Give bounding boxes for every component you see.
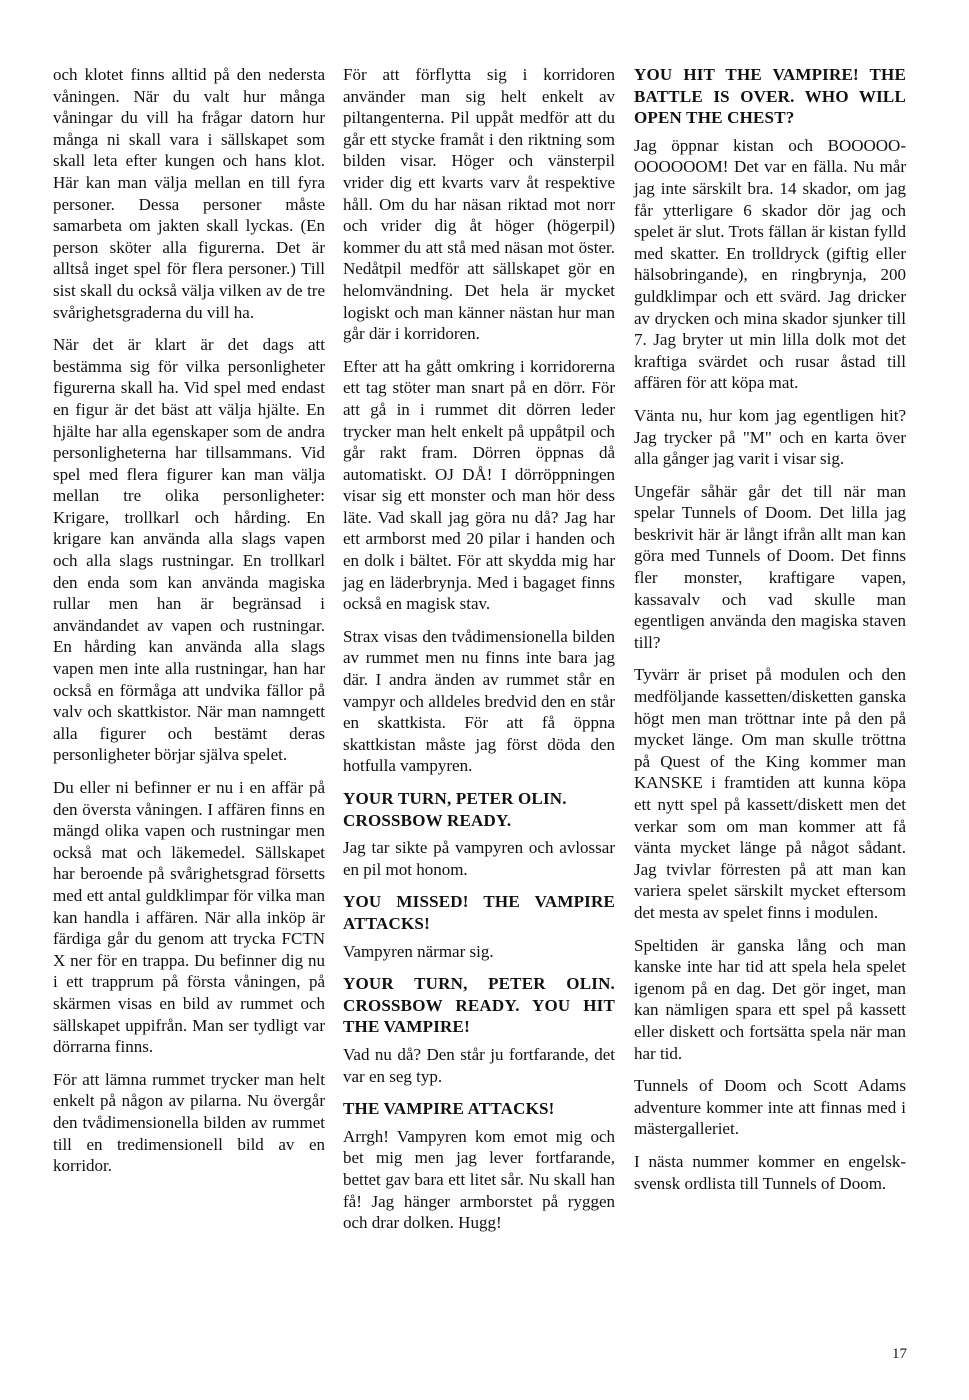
paragraph: För att förflytta sig i korridoren använder man sig helt enkelt av piltangenterna. Pil uppåt medför att du går ett stycke framåt i den riktning som bilden visar. Höger och vänsterpil vrider dig ett kvarts varv åt respektive håll. Om du har näsan riktad mot norr och vrider dig åt höger (högerpil) kommer du att stå med näsan mot öster. Nedåtpil medför att sällskapet gör en helomvändning. Det hela är mycket logiskt och man känner nästan hur man går där i korridoren. <box>343 65 615 344</box>
game-message: THE VAMPIRE ATTACKS! <box>343 1099 555 1119</box>
paragraph: I nästa nummer kommer en engelsk-svensk ordlista till Tunnels of Doom. <box>634 1151 906 1193</box>
paragraph: Vad nu då? Den står ju fortfarande, det var en seg typ. <box>343 1044 615 1086</box>
paragraph: Du eller ni befinner er nu i en affär på den översta våningen. I affären finns en mängd olika vapen och rustningar men också mat och läkemedel. Sällskapet har beroende på svårighetsgrad försetts med ett antal guldklimpar för vilka man kan handla i affären. När alla inköp är färdiga går du genom att trycka FCTN X ner för en trappa. Du befinner dig nu i ett trapprum på första våningen, på skärmen visas en bild av rummet och sällskapet uppifrån. Man ser tydligt var dörrarna finns. <box>53 778 325 1057</box>
paragraph: och klotet finns alltid på den nedersta våningen. När du valt hur många våningar du vill ha frågar datorn hur många ni skall vara i sällskapet som skall leta efter kungen och hans klot. Här kan man välja mellan en till fyra personer. Dessa personer måste samarbeta om jakten skall lyckas. (En person sköter alla figurerna. Det är alltså inget spel för flera personer.) Till sist skall du också välja vilken av de tre svårighetsgraderna du vill ha. <box>53 65 325 322</box>
page-number: 17 <box>892 1346 907 1362</box>
paragraph: Vampyren närmar sig. <box>343 941 494 961</box>
game-message: YOUR TURN, PETER OLIN. CROSSBOW READY. <box>343 789 567 830</box>
game-message: YOUR TURN, PETER OLIN. CROSSBOW READY. YOU HIT THE VAMPIRE! <box>343 974 615 1037</box>
game-message: YOU HIT THE VAMPIRE! THE BATTLE IS OVER. WHO WILL OPEN THE CHEST? <box>634 65 906 128</box>
paragraph: För att lämna rummet trycker man helt enkelt på någon av pilarna. Nu övergår den tvådimensionella bilden av rummet till en tredimensionell bild av en korridor. <box>53 1069 325 1176</box>
paragraph: Jag tar sikte på vampyren och avlossar en pil mot honom. <box>343 838 615 879</box>
paragraph: Efter att ha gått omkring i korridorerna ett tag stöter man snart på en dörr. För att gå in i rummet dit dörren leder trycker man helt enkelt på uppåtpil och går rakt fram. Dörren öppnas då automatiskt. OJ DÅ! I dörröppningen visar sig ett monster och man hör dess läte. Vad skall jag göra nu då? Jag har ett armborst med 20 pilar i handen och en dolk i bältet. För att skydda mig har jag en läderbrynja. Med i bagaget finns också en magisk stav. <box>343 356 615 614</box>
game-message: YOU MISSED! THE VAMPIRE ATTACKS! <box>343 892 615 933</box>
paragraph: Arrgh! Vampyren kom emot mig och bet mig men jag lever fortfarande, bettet gav bara ett litet sår. Nu skall han få! Jag hänger armborstet på ryggen och drar dolken. Hugg! <box>343 1126 615 1233</box>
text-column-1 <box>53 64 325 1188</box>
paragraph: Tyvärr är priset på modulen och den medföljande kassetten/disketten ganska högt men man tröttnar inte på den på mycket länge. Om man skulle tröttna på Quest of the King kommer man KANSKE i framtiden att kunna köpa ett nytt spel på kassett/diskett men det verkar som om man kommer att få vänta mycket länge på något sådant. Jag tvivlar förresten på att man kan variera spelet särskilt mycket eftersom det mesta av spelet finns i modulen. <box>634 665 906 922</box>
paragraph: Ungefär såhär går det till när man spelar Tunnels of Doom. Det lilla jag beskrivit här är långt ifrån allt man kan göra med Tunnels of Doom. Det finns fler monster, kraftigare vapen, kassavalv och vad skulle man egentligen använda den magiska staven till? <box>634 481 906 652</box>
paragraph: Speltiden är ganska lång och man kanske inte har tid att spela hela spelet igenom på en dag. Det gör inget, man kan nämligen spara ett spel på kassett eller diskett och fortsätta spela när man har tid. <box>634 935 906 1063</box>
paragraph: När det är klart är det dags att bestämma sig för vilka personligheter figurerna skall ha. Vid spel med endast en figur är det bäst att välja hjälte. En hjälte har alla egenskaper som de andra personligheterna har tillsammans. Vid spel med flera figurer kan man välja mellan tre olika personligheter: Krigare, trollkarl och hårding. En krigare kan använda alla slags vapen och alla slags rustningar. En trollkarl den enda som kan använda magiska rullar men han är begränsad i användandet av vapen och rustningar. En hårding kan använda alla slags vapen men inte alla rustningar, han har också en förmåga att undvika fällor på valv och skattkistor. När man namngett alla figurer och bestämt deras personligheter börjar själva spelet. <box>53 335 325 765</box>
text-column-2 <box>343 64 615 1245</box>
paragraph: Vänta nu, hur kom jag egentligen hit? Jag trycker på "M" och en karta över alla gånger jag varit i visar sig. <box>634 405 906 469</box>
paragraph: Jag öppnar kistan och BOOOOO-OOOOOOM! Det var en fälla. Nu mår jag inte särskilt bra. 14 skador, om jag får ytterligare 6 skador dör jag och spelet är slut. Trots fällan är kistan fylld med skatter. En trolldryck (giftig eller hälsobringande), en ringbrynja, 200 guldklimpar och ett svärd. Jag dricker av drycken och mina skador sjunker till 7. Jag bryter ut min lilla dolk mot det kraftiga svärdet och rusar åstad till affären för att köpa mat. <box>634 135 906 393</box>
paragraph: Tunnels of Doom och Scott Adams adventure kommer inte att finnas med i mästergalleriet. <box>634 1076 906 1139</box>
text-column-3 <box>634 64 906 1205</box>
paragraph: Strax visas den tvådimensionella bilden av rummet men nu finns inte bara jag där. I andra änden av rummet står en vampyr och alldeles bredvid den en står en skattkista. För att få öppna skattkistan måste jag först döda den hotfulla vampyren. <box>343 626 615 776</box>
